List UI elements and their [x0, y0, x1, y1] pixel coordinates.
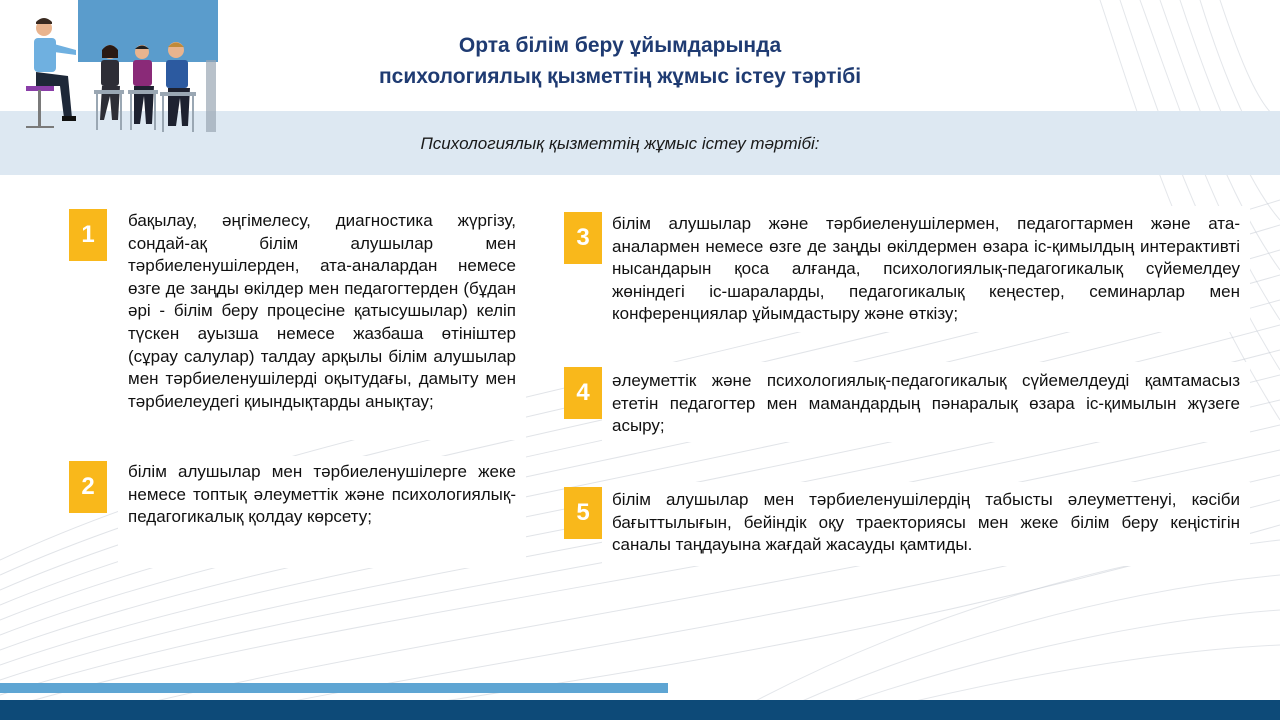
title-line-2: психологиялық қызметтің жұмыс істеу тәртібі: [378, 65, 862, 88]
footer-stripe-light: [0, 683, 668, 693]
item-text-5: білім алушылар мен тәрбиеленушілердің табысты әлеуметтенуі, кәсіби бағыттылығын, бейіндік оқу траекториясы мен жеке білім беру кеңістігін саналы таңдауына жағдай жасауды қамтиды.: [612, 490, 1240, 555]
item-text-1: бақылау, әңгімелесу, диагностика жүргізу, сондай-ақ білім алушылар мен тәрбиеленушілерден, ата-аналардан немесе өзге де заңды өкілдер мен педагогтерден (бұдан әрі - білім беру процесіне қатысушылар) келіп түскен ауызша немесе жазбаша өтініштер (сұрау салулар) талдау арқылы білім алушылар мен тәрбиеленушілерді оқытудағы, дамыту мен тәрбиелеудегі қиындықтарды анықтау;: [128, 211, 516, 411]
item-number-badge-2: 2: [69, 461, 107, 513]
item-number-badge-5: 5: [564, 487, 602, 539]
counseling-illustration-icon: [18, 0, 233, 142]
item-text-2: білім алушылар мен тәрбиеленушілерге жеке немесе топтық әлеуметтік және психологиялық-педагогикалық қолдау көрсету;: [128, 462, 516, 527]
footer-stripe-dark: [0, 700, 1280, 720]
page-title: [300, 30, 940, 92]
title-line-1: Орта білім беру ұйымдарында: [458, 34, 782, 57]
item-number-badge-1: 1: [69, 209, 107, 261]
item-text-3: білім алушылар және тәрбиеленушілермен, педагогтармен және ата-аналармен немесе өзге де заңды өкілдермен өзара іс-қимылдың интерактивті нысандарын қоса алғанда, психологиялық-педагогикалық сүйемелдеу жөніндегі іс-шараларды, педагогикалық кеңестер, семинарлар мен конференциялар ұйымдастыру және өткізу;: [612, 214, 1240, 324]
page-subtitle: Психологиялық қызметтің жұмыс істеу тәртібі:: [420, 134, 820, 153]
item-number-badge-3: 3: [564, 212, 602, 264]
item-number-badge-4: 4: [564, 367, 602, 419]
item-text-4: әлеуметтік және психологиялық-педагогикалық сүйемелдеуді қамтамасыз ететін педагогтер мен мамандардың пәнаралық өзара іс-қимылын жүзеге асыру;: [612, 371, 1240, 436]
